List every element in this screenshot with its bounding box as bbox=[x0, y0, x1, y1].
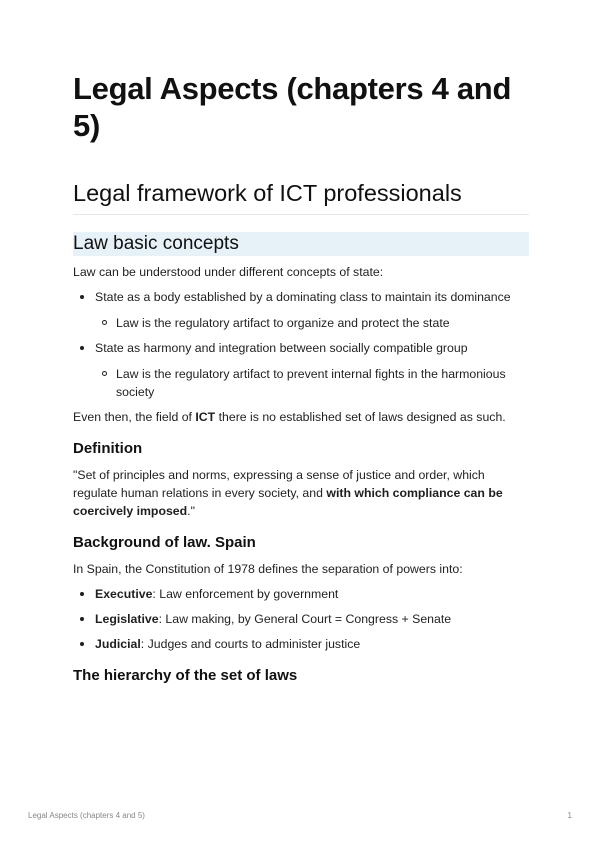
concepts-list bbox=[73, 288, 529, 401]
ict-bold: ICT bbox=[195, 410, 216, 424]
definition-text-before: "Set of principles and norms, expressing a sense of justice and order, which regulate human relations in every society, and bbox=[73, 468, 485, 500]
circle-bullet-icon bbox=[102, 320, 107, 325]
page-footer bbox=[28, 811, 572, 821]
concept-sub-text: Law is the regulatory artifact to organize and protect the state bbox=[116, 316, 450, 330]
sub-list bbox=[95, 314, 529, 332]
powers-list bbox=[73, 585, 529, 653]
list-item bbox=[95, 314, 529, 332]
concept-text: State as harmony and integration between socially compatible group bbox=[95, 341, 468, 355]
definition-bold: with which compliance can be coercively imposed bbox=[73, 486, 503, 518]
definition-heading: Definition bbox=[73, 440, 143, 457]
section-heading: Legal framework of ICT professionals bbox=[73, 178, 529, 215]
page-title: Legal Aspects (chapters 4 and 5) bbox=[73, 71, 512, 143]
document-page bbox=[73, 70, 529, 686]
list-item bbox=[73, 585, 529, 603]
hierarchy-heading: The hierarchy of the set of laws bbox=[73, 667, 298, 684]
background-intro: In Spain, the Constitution of 1978 defines the separation of powers into: bbox=[73, 562, 463, 576]
ict-text-after: there is no established set of laws designed as such. bbox=[215, 410, 506, 424]
power-desc: : Judges and courts to administer justice bbox=[140, 637, 361, 651]
bullet-icon bbox=[80, 592, 84, 596]
bullet-icon bbox=[80, 617, 84, 621]
definition-text-after: ." bbox=[187, 504, 195, 518]
list-item bbox=[73, 339, 529, 401]
power-name: Judicial bbox=[95, 637, 141, 651]
background-heading: Background of law. Spain bbox=[73, 534, 256, 551]
bullet-icon bbox=[80, 346, 84, 350]
list-item bbox=[73, 635, 529, 653]
power-desc: : Law making, by General Court = Congress + Senate bbox=[158, 612, 452, 626]
page-number: 1 bbox=[567, 811, 572, 820]
circle-bullet-icon bbox=[102, 371, 107, 376]
intro-paragraph: Law can be understood under different concepts of state: bbox=[73, 265, 384, 279]
definition-paragraph bbox=[73, 466, 529, 520]
subsection-heading: Law basic concepts bbox=[73, 232, 529, 256]
bullet-icon bbox=[80, 642, 84, 646]
power-desc: : Law enforcement by government bbox=[152, 587, 339, 601]
list-item bbox=[73, 288, 529, 332]
sub-list bbox=[95, 365, 529, 401]
concept-sub-text: Law is the regulatory artifact to prevent internal fights in the harmonious society bbox=[116, 367, 506, 399]
list-item bbox=[95, 365, 529, 401]
footer-title: Legal Aspects (chapters 4 and 5) bbox=[28, 811, 145, 820]
power-name: Legislative bbox=[95, 612, 159, 626]
concept-text: State as a body established by a dominating class to maintain its dominance bbox=[95, 290, 511, 304]
ict-text-before: Even then, the field of bbox=[73, 410, 196, 424]
bullet-icon bbox=[80, 295, 84, 299]
power-name: Executive bbox=[95, 587, 153, 601]
list-item bbox=[73, 610, 529, 628]
ict-paragraph bbox=[73, 408, 529, 426]
